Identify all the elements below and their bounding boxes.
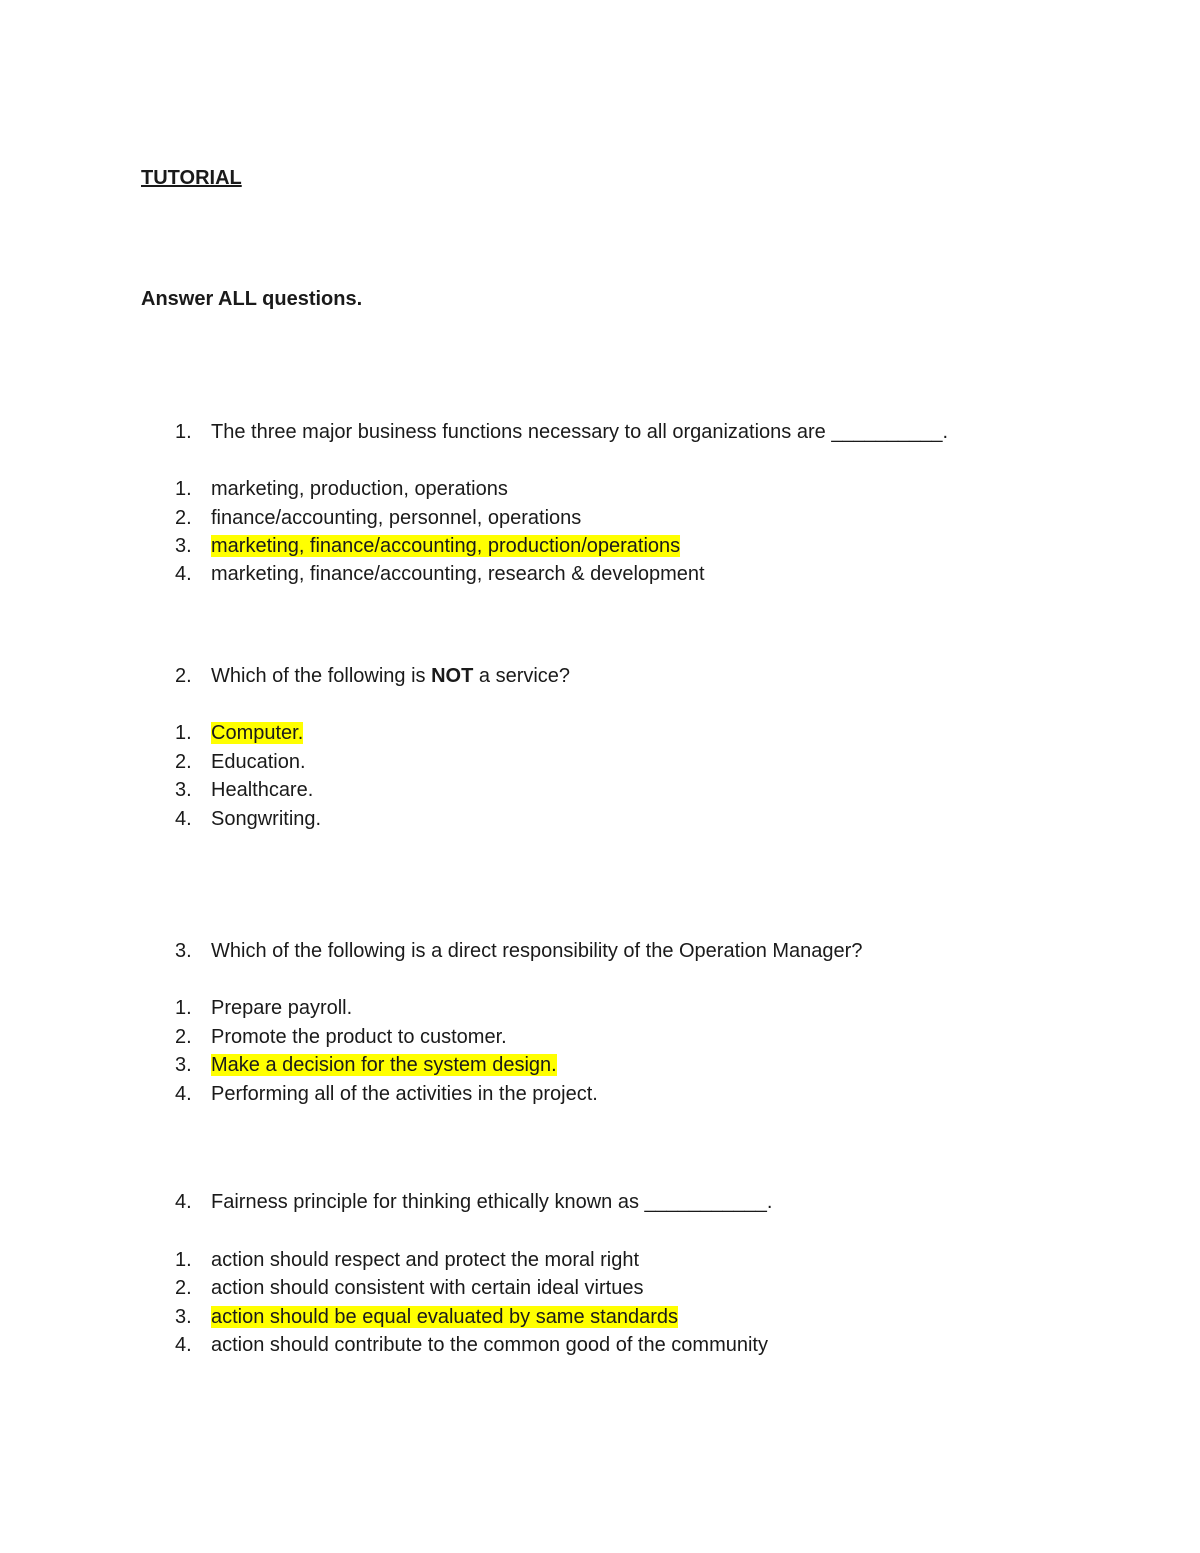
option-text: finance/accounting, personnel, operations (211, 507, 582, 529)
option-number: 1. (175, 478, 192, 500)
option-item (175, 534, 680, 558)
option-text: Prepare payroll. (211, 997, 353, 1019)
option-text: Education. (211, 751, 306, 773)
option-text: marketing, production, operations (211, 478, 508, 500)
option-item (175, 506, 581, 530)
option-number: 2. (175, 751, 192, 773)
question-2 (175, 664, 570, 688)
question-number: 3. (175, 940, 192, 962)
page-title: TUTORIAL (141, 167, 242, 189)
option-text: action should contribute to the common good of the community (211, 1334, 768, 1356)
question-number: 2. (175, 665, 192, 687)
option-item (175, 1276, 643, 1300)
option-text-highlighted: marketing, finance/accounting, production/operations (211, 535, 681, 557)
option-number: 1. (175, 722, 192, 744)
option-text-highlighted: Make a decision for the system design. (211, 1054, 557, 1076)
question-text-bold: NOT (431, 665, 474, 687)
option-text: Promote the product to customer. (211, 1026, 507, 1048)
option-item (175, 1082, 598, 1106)
option-item (175, 750, 306, 774)
question-text: Which of the following is a direct responsibility of the Operation Manager? (211, 940, 863, 962)
option-item (175, 807, 321, 831)
option-item (175, 778, 313, 802)
option-item (175, 562, 705, 586)
option-item (175, 1248, 639, 1272)
option-text-highlighted: action should be equal evaluated by same standards (211, 1306, 678, 1328)
option-text: marketing, finance/accounting, research & development (211, 563, 705, 585)
question-text-part: a service? (473, 665, 571, 687)
option-number: 3. (175, 779, 192, 801)
option-item (175, 996, 352, 1020)
option-item (175, 477, 508, 501)
option-item (175, 721, 303, 745)
option-number: 2. (175, 1026, 192, 1048)
question-1 (175, 420, 948, 444)
option-number: 3. (175, 1054, 192, 1076)
option-text: Songwriting. (211, 808, 322, 830)
question-3 (175, 939, 862, 963)
option-number: 1. (175, 997, 192, 1019)
instructions: Answer ALL questions. (141, 288, 363, 310)
question-text: Fairness principle for thinking ethically known as ___________. (211, 1191, 773, 1213)
option-number: 2. (175, 507, 192, 529)
question-number: 4. (175, 1191, 192, 1213)
question-text: The three major business functions necessary to all organizations are __________. (211, 421, 949, 443)
option-text-highlighted: Computer. (211, 722, 304, 744)
option-number: 1. (175, 1249, 192, 1271)
option-number: 4. (175, 808, 192, 830)
option-item (175, 1305, 678, 1329)
option-text: Performing all of the activities in the project. (211, 1083, 598, 1105)
option-number: 3. (175, 535, 192, 557)
option-text: action should consistent with certain ideal virtues (211, 1277, 644, 1299)
option-number: 3. (175, 1306, 192, 1328)
option-item (175, 1333, 768, 1357)
question-number: 1. (175, 421, 192, 443)
option-number: 2. (175, 1277, 192, 1299)
option-item (175, 1053, 557, 1077)
question-4 (175, 1190, 772, 1214)
option-text: Healthcare. (211, 779, 314, 801)
option-number: 4. (175, 563, 192, 585)
option-text: action should respect and protect the moral right (211, 1249, 640, 1271)
option-item (175, 1025, 507, 1049)
option-number: 4. (175, 1083, 192, 1105)
question-text-part: Which of the following is (211, 665, 432, 687)
option-number: 4. (175, 1334, 192, 1356)
